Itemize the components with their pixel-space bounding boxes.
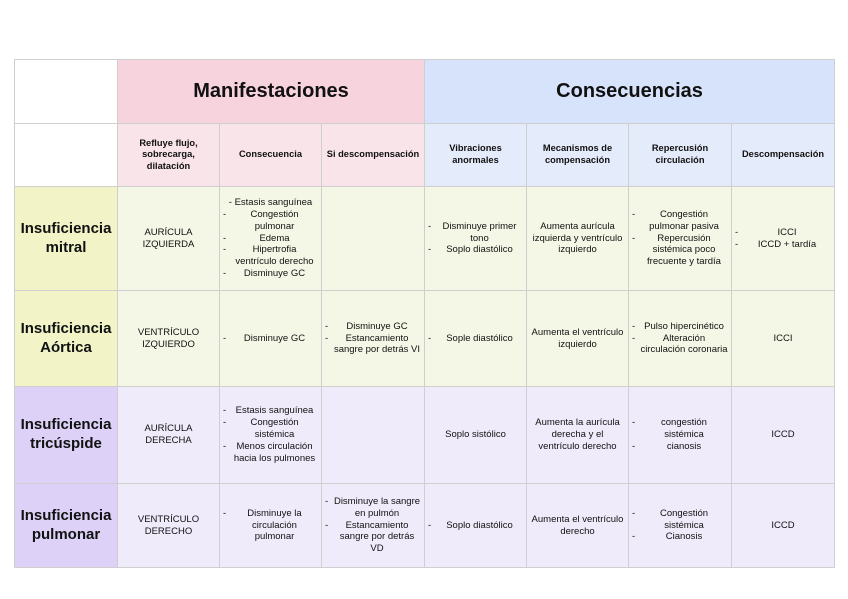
- col-refluye: Refluye flujo, sobrecarga, dilatación: [118, 124, 220, 187]
- refluye-cell: AURÍCULA IZQUIERDA: [118, 187, 220, 291]
- row-header: Insuficiencia tricúspide: [15, 387, 118, 484]
- mecanismos-cell: Aumenta aurícula izquierda y ventrículo izquierdo: [527, 187, 629, 291]
- col-repercusion: Repercusión circulación: [629, 124, 732, 187]
- list-item: - Congestión sistémica: [223, 417, 318, 441]
- repercusion-cell: [629, 187, 732, 291]
- mecanismos-cell: Aumenta el ventrículo derecho: [527, 484, 629, 568]
- refluye-cell: AURÍCULA DERECHA: [118, 387, 220, 484]
- column-header-row: [15, 124, 835, 187]
- table-row: [15, 291, 835, 387]
- table-row: [15, 484, 835, 568]
- list-item: - Repercusión sistémica poco frecuente y tardía: [632, 233, 728, 269]
- refluye-cell: VENTRÍCULO DERECHO: [118, 484, 220, 568]
- mecanismos-cell: Aumenta el ventrículo izquierdo: [527, 291, 629, 387]
- si-descompensacion-cell: [322, 187, 425, 291]
- table-row: [15, 387, 835, 484]
- descompensacion-cell: ICCD: [732, 387, 835, 484]
- list-item: - Hipertrofia ventrículo derecho: [223, 244, 318, 268]
- list-item: - Disminuye GC: [223, 268, 318, 280]
- mecanismos-cell: Aumenta la aurícula derecha y el ventrículo derecho: [527, 387, 629, 484]
- consecuencia-cell: [220, 484, 322, 568]
- repercusion-cell: [629, 291, 732, 387]
- si-descompensacion-cell: [322, 387, 425, 484]
- list-item: - congestión sistémica: [632, 417, 728, 441]
- vibraciones-cell: [425, 291, 527, 387]
- list-item: - Disminuye la sangre en pulmón: [325, 496, 421, 520]
- consecuencia-cell: [220, 387, 322, 484]
- col-si-descompensacion: Si descompensación: [322, 124, 425, 187]
- row-header: Insuficiencia Aórtica: [15, 291, 118, 387]
- list-item: - Congestión sistémica: [632, 508, 728, 532]
- repercusion-cell: [629, 387, 732, 484]
- row-header: Insuficiencia mitral: [15, 187, 118, 291]
- row-header: Insuficiencia pulmonar: [15, 484, 118, 568]
- si-descompensacion-cell: [322, 291, 425, 387]
- list-item: - Estasis sanguínea: [223, 405, 318, 417]
- consecuencias-header: Consecuencias: [425, 60, 835, 124]
- col-descompensacion: Descompensación: [732, 124, 835, 187]
- list-item: - ICCI: [735, 227, 831, 239]
- corner-cell-2: [15, 124, 118, 187]
- list-item: - Sople diastólico: [428, 333, 523, 345]
- list-item: - Alteración circulación coronaria: [632, 333, 728, 357]
- list-item: - Disminuye primer tono: [428, 221, 523, 245]
- table-row: [15, 187, 835, 291]
- list-item: - Soplo diastólico: [428, 244, 523, 256]
- list-item: - Estasis sanguínea: [228, 196, 313, 208]
- header-row: [15, 60, 835, 124]
- list-item: - Menos circulación hacia los pulmones: [223, 441, 318, 465]
- list-item: - Cianosis: [632, 531, 728, 543]
- consecuencia-cell: [220, 187, 322, 291]
- vibraciones-cell: [425, 187, 527, 291]
- vibraciones-cell: [425, 484, 527, 568]
- col-vibraciones: Vibraciones anormales: [425, 124, 527, 187]
- descompensacion-cell: ICCI: [732, 291, 835, 387]
- list-item: - ICCD + tardía: [735, 239, 831, 251]
- vibraciones-cell: Soplo sistólico: [425, 387, 527, 484]
- list-item: - Estancamiento sangre por detrás VD: [325, 520, 421, 556]
- manifestaciones-header: Manifestaciones: [118, 60, 425, 124]
- col-mecanismos: Mecanismos de compensación: [527, 124, 629, 187]
- corner-cell: [15, 60, 118, 124]
- list-item: - Congestión pulmonar pasiva: [632, 209, 728, 233]
- descompensacion-cell: [732, 187, 835, 291]
- consecuencia-cell: [220, 291, 322, 387]
- list-item: - Edema: [223, 233, 318, 245]
- col-consecuencia: Consecuencia: [220, 124, 322, 187]
- list-item: - Disminuye GC: [223, 333, 318, 345]
- list-item: - Disminuye GC: [325, 321, 421, 333]
- list-item: - Estancamiento sangre por detrás VI: [325, 333, 421, 357]
- list-item: - Soplo diastólico: [428, 520, 523, 532]
- refluye-cell: VENTRÍCULO IZQUIERDO: [118, 291, 220, 387]
- list-item: - cianosis: [632, 441, 728, 453]
- repercusion-cell: [629, 484, 732, 568]
- comparison-table: [14, 59, 835, 568]
- descompensacion-cell: ICCD: [732, 484, 835, 568]
- list-item: - Disminuye la circulación pulmonar: [223, 508, 318, 544]
- list-item: - Congestión pulmonar: [223, 209, 318, 233]
- list-item: - Pulso hipercinético: [632, 321, 728, 333]
- si-descompensacion-cell: [322, 484, 425, 568]
